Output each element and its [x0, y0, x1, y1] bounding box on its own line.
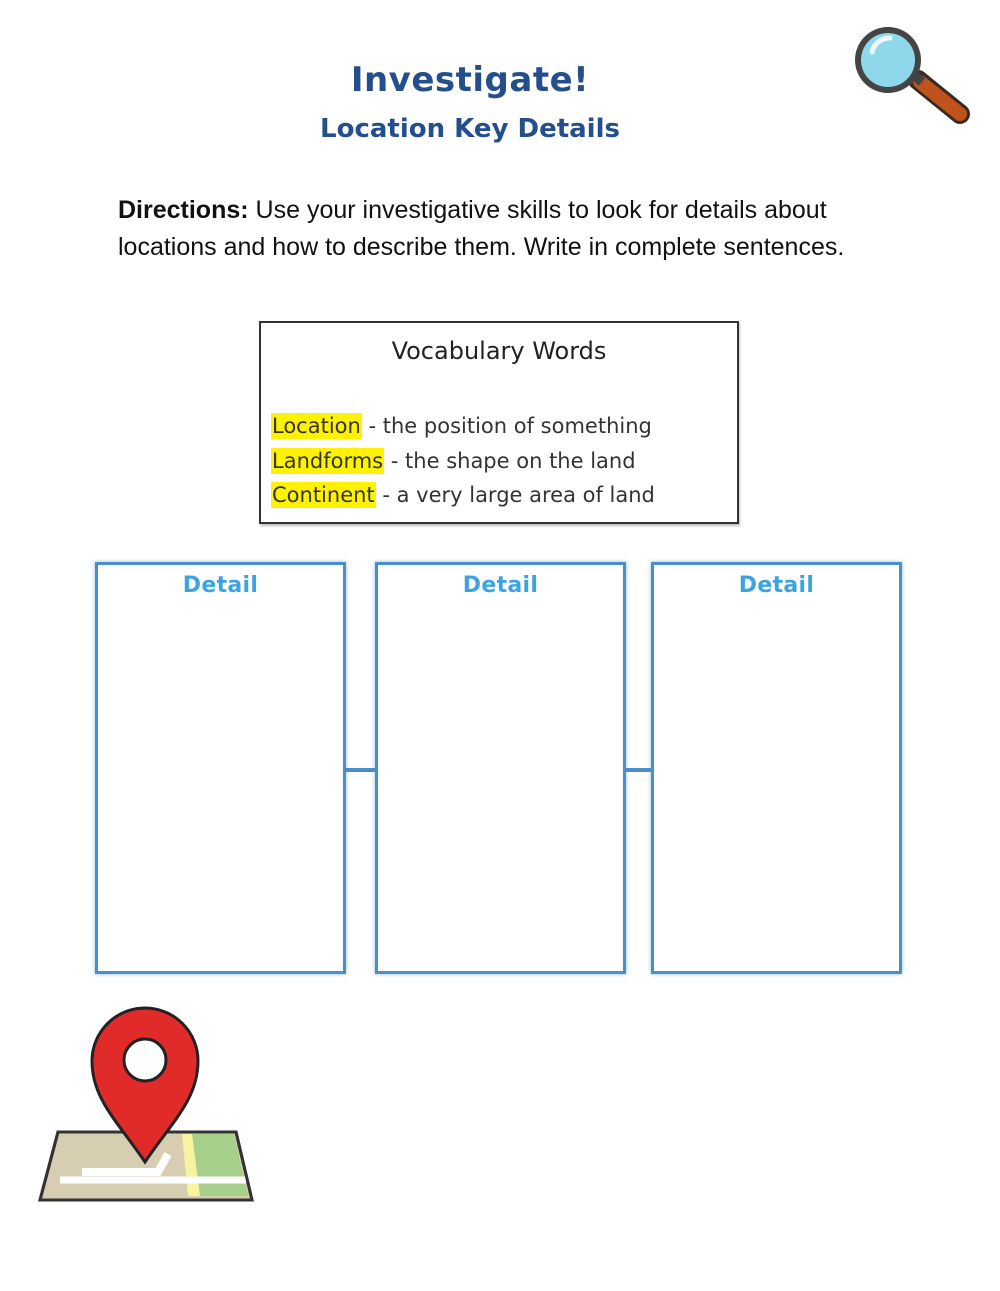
detail-box-1[interactable]	[95, 562, 346, 974]
detail-box-2[interactable]	[375, 562, 626, 974]
vocab-definition: - a very large area of land	[375, 483, 655, 507]
detail-label: Detail	[462, 573, 539, 598]
vocab-definition: - the position of something	[361, 414, 652, 438]
vocab-item	[271, 444, 655, 479]
vocab-definition: - the shape on the land	[384, 448, 636, 473]
directions-text	[118, 192, 888, 265]
vocabulary-box	[259, 321, 739, 524]
detail-label: Detail	[738, 573, 815, 598]
vocab-term: Continent	[272, 483, 375, 507]
magnifying-glass-icon	[850, 22, 975, 127]
vocab-item	[271, 478, 655, 513]
vocab-term: Location	[272, 414, 361, 438]
page-title: Investigate!	[350, 60, 590, 100]
vocabulary-title: Vocabulary Words	[391, 337, 607, 365]
vocab-item	[271, 409, 655, 444]
vocabulary-list	[271, 409, 655, 513]
detail-label: Detail	[182, 573, 259, 598]
connector-line	[626, 768, 652, 772]
vocab-term: Landforms	[272, 448, 384, 473]
map-pin-icon	[38, 1004, 256, 1206]
directions-body: Use your investigative skills to look for details about locations and how to describe them. Write in complete sentences.	[118, 196, 845, 261]
page-subtitle: Location Key Details	[320, 114, 620, 144]
connector-line	[346, 768, 376, 772]
directions-label: Directions:	[118, 196, 249, 224]
detail-box-3[interactable]	[651, 562, 902, 974]
